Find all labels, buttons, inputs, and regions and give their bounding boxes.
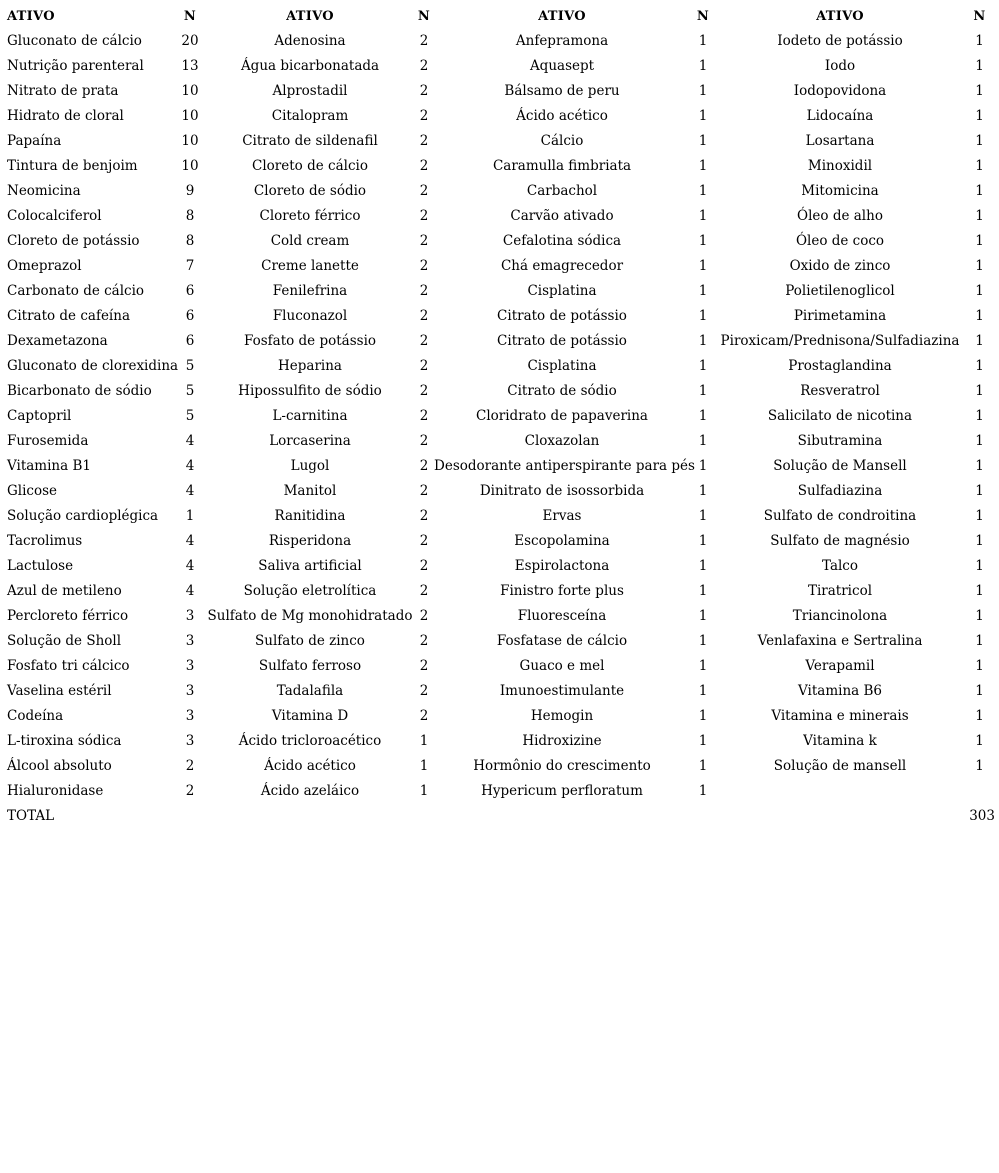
ativo-cell: Codeína <box>7 708 64 724</box>
count-cell: 1 <box>698 733 708 749</box>
table-row <box>4 529 995 554</box>
table-row <box>4 54 995 79</box>
count-cell: 1 <box>975 583 984 599</box>
ativo-cell: Sulfadiazina <box>797 483 883 499</box>
ativo-cell: Fosfato tri cálcico <box>7 658 130 674</box>
count-cell: 1 <box>698 683 708 699</box>
ativo-cell: Álcool absoluto <box>7 758 112 774</box>
ativo-cell: Hormônio do crescimento <box>473 758 651 774</box>
ativo-cell: Chá emagrecedor <box>500 258 624 274</box>
ativo-cell: Cisplatina <box>527 283 597 299</box>
document-page <box>4 4 995 829</box>
ativo-cell: Furosemida <box>7 433 89 449</box>
ativo-cell: Minoxidil <box>807 158 873 174</box>
count-cell: 5 <box>185 383 195 399</box>
count-cell: 1 <box>419 783 429 799</box>
count-cell: 1 <box>975 58 984 74</box>
ativo-cell: Escopolamina <box>514 533 610 549</box>
count-cell: 1 <box>698 108 708 124</box>
ativo-cell: Anfepramona <box>515 33 609 49</box>
table-row <box>4 329 995 354</box>
count-cell: 10 <box>181 83 199 99</box>
count-cell: 2 <box>419 283 429 299</box>
count-cell: 2 <box>185 783 195 799</box>
ativo-cell: Lidocaína <box>806 108 874 124</box>
count-cell: 1 <box>698 158 708 174</box>
count-cell: 7 <box>185 258 195 274</box>
ativo-cell: Solução de Mansell <box>773 458 907 474</box>
count-cell: 1 <box>975 258 984 274</box>
ativo-cell: Alprostadil <box>272 83 348 99</box>
ativo-cell: L-tiroxina sódica <box>7 733 122 749</box>
ativo-cell: Sibutramina <box>797 433 883 449</box>
count-cell: 3 <box>185 658 195 674</box>
table-row <box>4 79 995 104</box>
count-cell: 1 <box>975 408 984 424</box>
ativo-cell: Hidroxizine <box>522 733 602 749</box>
count-cell: 8 <box>185 208 195 224</box>
ativo-cell: Cloreto férrico <box>259 208 361 224</box>
ativo-cell: Cloreto de sódio <box>253 183 367 199</box>
total-value: 303 <box>969 808 995 824</box>
ativo-cell: Neomicina <box>7 183 81 199</box>
count-cell: 1 <box>975 458 984 474</box>
count-cell: 2 <box>419 583 429 599</box>
ativo-cell: Sulfato de Mg monohidratado <box>207 608 413 624</box>
count-cell: 2 <box>419 33 429 49</box>
count-cell: 1 <box>975 108 984 124</box>
table-row <box>4 629 995 654</box>
ativo-cell: Lugol <box>290 458 330 474</box>
ativo-cell: Vaselina estéril <box>7 683 112 699</box>
count-cell: 2 <box>419 683 429 699</box>
count-cell: 1 <box>975 433 984 449</box>
count-cell: 2 <box>185 758 195 774</box>
count-cell: 5 <box>185 408 195 424</box>
count-cell: 6 <box>185 308 195 324</box>
ativo-cell: Ácido azeláico <box>260 783 360 799</box>
count-cell: 10 <box>181 108 199 124</box>
table-row <box>4 379 995 404</box>
count-cell: 1 <box>698 183 708 199</box>
ativo-cell: Cefalotina sódica <box>502 233 622 249</box>
ativo-cell: Solução eletrolítica <box>243 583 377 599</box>
ativo-cell: Omeprazol <box>7 258 82 274</box>
ativo-cell: Ácido acético <box>264 758 356 774</box>
ativo-cell: Pirimetamina <box>793 308 887 324</box>
header-n-3: N <box>696 9 710 24</box>
table-row <box>4 729 995 754</box>
ativo-cell: Manitol <box>283 483 337 499</box>
count-cell: 2 <box>419 408 429 424</box>
table-row <box>4 179 995 204</box>
ativo-cell: Glicose <box>7 483 58 499</box>
count-cell: 4 <box>185 558 195 574</box>
ativo-cell: Cloxazolan <box>524 433 600 449</box>
count-cell: 6 <box>185 283 195 299</box>
count-cell: 10 <box>181 158 199 174</box>
ativo-cell: Captopril <box>7 408 72 424</box>
count-cell: 1 <box>975 683 984 699</box>
ativo-cell: Saliva artificial <box>258 558 362 574</box>
count-cell: 2 <box>419 108 429 124</box>
count-cell: 1 <box>698 233 708 249</box>
ativo-cell: Sulfato de magnésio <box>770 533 910 549</box>
ativo-cell: Salicilato de nicotina <box>767 408 913 424</box>
count-cell: 1 <box>698 33 708 49</box>
ativo-cell: Hipossulfito de sódio <box>238 383 382 399</box>
count-cell: 1 <box>975 83 984 99</box>
table-row <box>4 779 995 804</box>
ativo-cell <box>716 779 964 804</box>
count-cell: 2 <box>419 333 429 349</box>
ativo-cell: Água bicarbonatada <box>240 58 380 74</box>
count-cell: 1 <box>698 258 708 274</box>
count-cell: 1 <box>698 608 708 624</box>
table-row <box>4 304 995 329</box>
count-cell: 3 <box>185 708 195 724</box>
ativo-cell: Creme lanette <box>261 258 359 274</box>
ativo-cell: Citalopram <box>271 108 349 124</box>
ativo-cell: Venlafaxina e Sertralina <box>757 633 923 649</box>
ativo-cell: Losartana <box>805 133 875 149</box>
ativo-cell: Óleo de alho <box>797 208 883 224</box>
ativo-cell: Óleo de coco <box>795 233 885 249</box>
ativo-cell: Desodorante antiperspirante para pés <box>434 458 695 474</box>
table-row <box>4 454 995 479</box>
ativo-cell: Imunoestimulante <box>499 683 625 699</box>
table-row <box>4 554 995 579</box>
ativo-cell: L-carnitina <box>272 408 348 424</box>
count-cell: 1 <box>975 33 984 49</box>
ativo-cell: Fosfatase de cálcio <box>496 633 628 649</box>
count-cell: 1 <box>975 333 984 349</box>
header-ativo-1: ATIVO <box>7 9 55 24</box>
ativo-cell: Sulfato de condroitina <box>763 508 917 524</box>
ativo-cell: Percloreto férrico <box>7 608 129 624</box>
ativo-cell: Iodo <box>824 58 856 74</box>
ativo-cell: Tiratricol <box>807 583 873 599</box>
ativo-cell: Citrato de cafeína <box>7 308 130 324</box>
ativo-cell: Fosfato de potássio <box>243 333 377 349</box>
count-cell: 20 <box>181 33 199 49</box>
count-cell: 1 <box>975 208 984 224</box>
count-cell: 2 <box>419 483 429 499</box>
count-cell: 2 <box>419 708 429 724</box>
ativo-cell: Tadalafila <box>276 683 344 699</box>
count-cell: 4 <box>185 433 195 449</box>
ativo-cell: Cloreto de potássio <box>7 233 140 249</box>
ativo-cell: Vitamina D <box>271 708 349 724</box>
count-cell: 2 <box>419 508 429 524</box>
ativo-cell: Fluconazol <box>272 308 348 324</box>
count-cell: 1 <box>698 358 708 374</box>
table-row <box>4 479 995 504</box>
ativo-cell: Vitamina B1 <box>7 458 91 474</box>
count-cell: 1 <box>975 308 984 324</box>
count-cell: 2 <box>419 458 429 474</box>
count-cell: 1 <box>419 758 429 774</box>
count-cell: 8 <box>185 233 195 249</box>
count-cell: 2 <box>419 658 429 674</box>
count-cell: 1 <box>975 508 984 524</box>
ativo-cell: Citrato de sildenafil <box>242 133 378 149</box>
count-cell: 3 <box>185 608 195 624</box>
ativo-cell: Sulfato ferroso <box>258 658 362 674</box>
count-cell: 1 <box>975 383 984 399</box>
table-row <box>4 104 995 129</box>
header-n-4: N <box>973 9 986 24</box>
table-row <box>4 254 995 279</box>
table-row <box>4 279 995 304</box>
ativo-cell: Lorcaserina <box>269 433 351 449</box>
ativo-cell: Bicarbonato de sódio <box>7 383 152 399</box>
count-cell: 4 <box>185 483 195 499</box>
count-cell: 1 <box>698 458 708 474</box>
count-cell: 1 <box>975 608 984 624</box>
header-ativo-4: ATIVO <box>816 9 864 24</box>
ativo-cell: Ácido acético <box>516 108 608 124</box>
ativo-cell: Talco <box>821 558 858 574</box>
ativo-cell: Cloridrato de papaverina <box>476 408 648 424</box>
ativo-cell: Sulfato de zinco <box>255 633 365 649</box>
ativo-cell: Heparina <box>278 358 342 374</box>
count-cell: 1 <box>698 508 708 524</box>
count-cell: 2 <box>419 258 429 274</box>
count-cell <box>964 779 995 804</box>
count-cell: 1 <box>698 483 708 499</box>
ativo-cell: Vitamina k <box>803 733 877 749</box>
count-cell: 2 <box>419 83 429 99</box>
ativo-cell: Papaína <box>7 133 62 149</box>
count-cell: 1 <box>698 708 708 724</box>
count-cell: 1 <box>698 758 708 774</box>
ativo-cell: Bálsamo de peru <box>504 83 620 99</box>
ativo-cell: Finistro forte plus <box>500 583 624 599</box>
header-row <box>4 4 995 29</box>
table-row <box>4 654 995 679</box>
table-row <box>4 404 995 429</box>
ativo-cell: Vitamina e minerais <box>771 708 909 724</box>
table-body <box>4 29 995 804</box>
count-cell: 3 <box>185 633 195 649</box>
ativo-cell: Gluconato de cálcio <box>7 33 142 49</box>
count-cell: 2 <box>419 533 429 549</box>
count-cell: 1 <box>975 733 984 749</box>
table-row <box>4 504 995 529</box>
ativo-cell: Citrato de sódio <box>507 383 617 399</box>
ativo-cell: Solução de mansell <box>773 758 907 774</box>
ativo-cell: Resveratrol <box>800 383 880 399</box>
table-row <box>4 129 995 154</box>
table-row <box>4 679 995 704</box>
ativo-cell: Colocalciferol <box>7 208 102 224</box>
ativo-cell: Hemogin <box>530 708 594 724</box>
count-cell: 2 <box>419 608 429 624</box>
table-row <box>4 754 995 779</box>
count-cell: 10 <box>181 133 199 149</box>
ativo-cell: Vitamina B6 <box>798 683 882 699</box>
count-cell: 2 <box>419 208 429 224</box>
ativo-cell: Carvão ativado <box>510 208 614 224</box>
ativo-cell: Oxido de zinco <box>789 258 891 274</box>
ativo-cell: Triancinolona <box>792 608 888 624</box>
count-cell: 2 <box>419 433 429 449</box>
count-cell: 1 <box>698 533 708 549</box>
ativo-cell: Espirolactona <box>514 558 610 574</box>
table-row <box>4 604 995 629</box>
ativo-cell: Citrato de potássio <box>497 333 627 349</box>
header-n-2: N <box>417 9 431 24</box>
ativo-cell: Solução de Sholl <box>7 633 122 649</box>
ativo-cell: Hypericum perfloratum <box>481 783 643 799</box>
count-cell: 1 <box>975 183 984 199</box>
count-cell: 1 <box>698 83 708 99</box>
count-cell: 1 <box>975 633 984 649</box>
count-cell: 1 <box>698 433 708 449</box>
count-cell: 5 <box>185 358 195 374</box>
count-cell: 1 <box>698 633 708 649</box>
count-cell: 2 <box>419 558 429 574</box>
count-cell: 2 <box>419 183 429 199</box>
header-n-1: N <box>183 9 197 24</box>
count-cell: 2 <box>419 358 429 374</box>
count-cell: 6 <box>185 333 195 349</box>
ativo-cell: Citrato de potássio <box>497 308 627 324</box>
table-row <box>4 204 995 229</box>
ativo-cell: Dexametazona <box>7 333 108 349</box>
header-ativo-3: ATIVO <box>538 9 586 24</box>
actives-table <box>4 4 995 829</box>
count-cell: 4 <box>185 583 195 599</box>
header-ativo-2: ATIVO <box>286 9 334 24</box>
table-row <box>4 429 995 454</box>
count-cell: 3 <box>185 733 195 749</box>
ativo-cell: Cálcio <box>540 133 584 149</box>
count-cell: 1 <box>975 358 984 374</box>
count-cell: 1 <box>698 383 708 399</box>
count-cell: 1 <box>975 558 984 574</box>
ativo-cell: Ácido tricloroacético <box>238 733 382 749</box>
ativo-cell: Lactulose <box>7 558 74 574</box>
ativo-cell: Tacrolimus <box>7 533 83 549</box>
count-cell: 1 <box>975 533 984 549</box>
count-cell: 1 <box>698 583 708 599</box>
count-cell: 1 <box>698 208 708 224</box>
ativo-cell: Caramulla fimbriata <box>492 158 632 174</box>
count-cell: 1 <box>975 283 984 299</box>
ativo-cell: Piroxicam/Prednisona/Sulfadiazina <box>720 333 960 349</box>
count-cell: 1 <box>975 483 984 499</box>
ativo-cell: Adenosina <box>274 33 346 49</box>
ativo-cell: Verapamil <box>805 658 875 674</box>
ativo-cell: Iodeto de potássio <box>777 33 903 49</box>
ativo-cell: Solução cardioplégica <box>7 508 159 524</box>
count-cell: 2 <box>419 633 429 649</box>
table-row <box>4 154 995 179</box>
count-cell: 4 <box>185 533 195 549</box>
count-cell: 4 <box>185 458 195 474</box>
ativo-cell: Cisplatina <box>527 358 597 374</box>
ativo-cell: Ranitidina <box>274 508 346 524</box>
count-cell: 1 <box>975 233 984 249</box>
ativo-cell: Ervas <box>542 508 582 524</box>
count-cell: 1 <box>698 308 708 324</box>
count-cell: 1 <box>698 658 708 674</box>
count-cell: 2 <box>419 133 429 149</box>
ativo-cell: Hialuronidase <box>7 783 104 799</box>
count-cell: 2 <box>419 58 429 74</box>
ativo-cell: Hidrato de cloral <box>7 108 124 124</box>
ativo-cell: Tintura de benjoim <box>7 158 138 174</box>
count-cell: 3 <box>185 683 195 699</box>
count-cell: 1 <box>975 158 984 174</box>
ativo-cell: Fluoresceína <box>517 608 607 624</box>
total-label: TOTAL <box>7 808 55 824</box>
ativo-cell: Gluconato de clorexidina <box>7 358 179 374</box>
count-cell: 2 <box>419 383 429 399</box>
count-cell: 2 <box>419 308 429 324</box>
count-cell: 1 <box>975 658 984 674</box>
count-cell: 1 <box>185 508 195 524</box>
table-row <box>4 579 995 604</box>
count-cell: 1 <box>975 758 984 774</box>
ativo-cell: Carbachol <box>526 183 598 199</box>
table-row <box>4 354 995 379</box>
ativo-cell: Aquasept <box>529 58 595 74</box>
ativo-cell: Nutrição parenteral <box>7 58 144 74</box>
count-cell: 1 <box>698 133 708 149</box>
ativo-cell: Cold cream <box>270 233 350 249</box>
count-cell: 1 <box>975 133 984 149</box>
count-cell: 1 <box>698 58 708 74</box>
table-row <box>4 229 995 254</box>
count-cell: 2 <box>419 233 429 249</box>
count-cell: 1 <box>698 783 708 799</box>
count-cell: 1 <box>698 408 708 424</box>
count-cell: 13 <box>181 58 199 74</box>
count-cell: 1 <box>975 708 984 724</box>
ativo-cell: Prostaglandina <box>788 358 892 374</box>
count-cell: 9 <box>185 183 195 199</box>
table-row <box>4 704 995 729</box>
count-cell: 1 <box>698 558 708 574</box>
ativo-cell: Risperidona <box>268 533 352 549</box>
ativo-cell: Azul de metileno <box>7 583 122 599</box>
count-cell: 1 <box>698 283 708 299</box>
ativo-cell: Cloreto de cálcio <box>252 158 368 174</box>
count-cell: 2 <box>419 158 429 174</box>
ativo-cell: Nitrato de prata <box>7 83 119 99</box>
count-cell: 1 <box>698 333 708 349</box>
ativo-cell: Iodopovidona <box>793 83 887 99</box>
ativo-cell: Dinitrato de isossorbida <box>479 483 645 499</box>
ativo-cell: Polietilenoglicol <box>785 283 895 299</box>
total-row <box>4 804 995 829</box>
ativo-cell: Fenilefrina <box>272 283 348 299</box>
ativo-cell: Guaco e mel <box>519 658 605 674</box>
count-cell: 1 <box>419 733 429 749</box>
table-row <box>4 29 995 54</box>
ativo-cell: Carbonato de cálcio <box>7 283 145 299</box>
ativo-cell: Mitomicina <box>801 183 879 199</box>
